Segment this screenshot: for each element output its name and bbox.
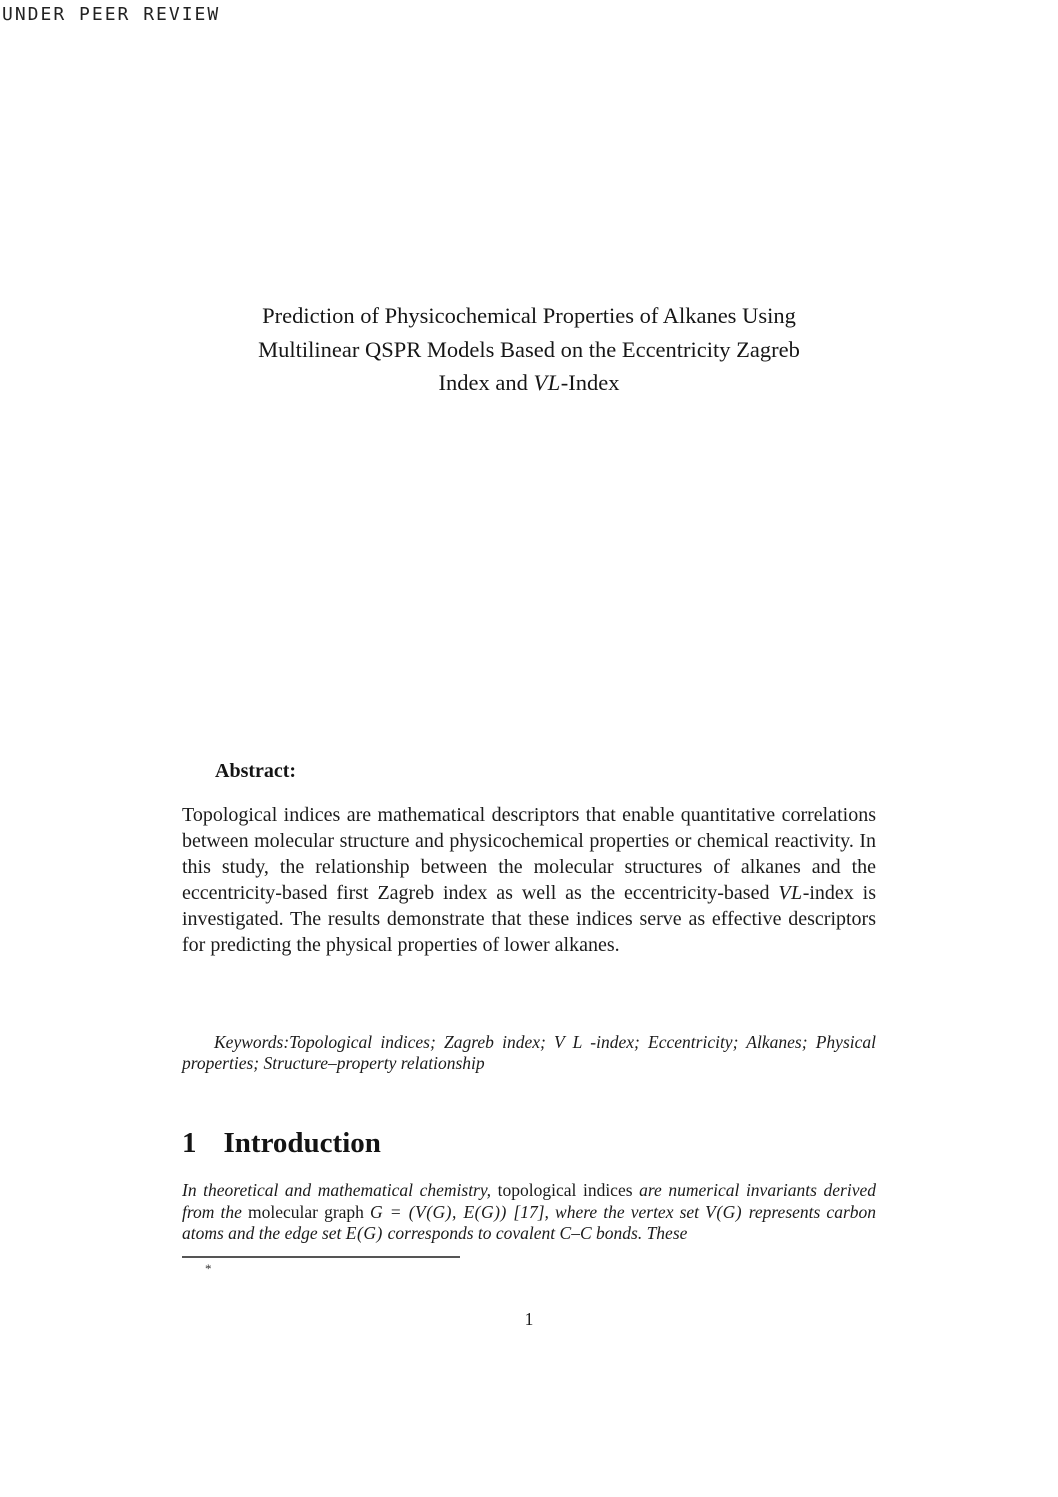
title-vl-math: VL (533, 370, 561, 395)
abstract-paragraph (182, 803, 876, 958)
footnote-divider (182, 1256, 460, 1258)
keywords-line: Keywords:Topological indices; Zagreb index; V L -index; Eccentricity; Alkanes; Physical properties; Structure–property relationship (182, 1032, 876, 1074)
peer-review-watermark: UNDER PEER REVIEW (2, 4, 221, 25)
abstract-text: Topological indices are mathematical descriptors that enable quantitative correlations between molecular structure and physicochemical properties or chemical reactivity. In this study, the relationship between the molecular structures of alkanes and the eccentricity-based first Zagreb index as well as the eccentricity-based (182, 804, 876, 904)
title-line-3-text: Index and (438, 370, 534, 395)
intro-segment: are numerical invariants derived from the (182, 1180, 876, 1222)
intro-math-vertex-set: V(G) (705, 1201, 749, 1222)
abstract-vl-math: VL (778, 881, 803, 904)
section-number: 1 (182, 1127, 197, 1159)
footnote-asterisk: * (205, 1261, 212, 1276)
intro-segment: [17], where the vertex set (513, 1201, 706, 1222)
title-line-2: Multilinear QSPR Models Based on the Eccentricity Zagreb (258, 336, 800, 362)
intro-math-edge-set: E(G) (345, 1223, 388, 1244)
intro-segment: topological indices (497, 1180, 640, 1200)
section-heading-introduction (182, 1127, 381, 1160)
title-line-3-suffix: -Index (560, 370, 620, 395)
intro-segment: represents carbon atoms and the edge set (182, 1201, 877, 1244)
intro-math-graph: G = (V(G), E(G)) (370, 1201, 514, 1222)
intro-paragraph (182, 1180, 876, 1245)
paper-title (179, 299, 879, 400)
intro-segment: corresponds to covalent C–C bonds. These (387, 1223, 688, 1244)
intro-segment: In theoretical and mathematical chemistry, (182, 1180, 498, 1200)
page-number: 1 (524, 1309, 534, 1329)
title-line-1: Prediction of Physicochemical Properties of Alkanes Using (262, 303, 796, 328)
title-line-3 (179, 366, 879, 400)
section-title: Introduction (223, 1127, 381, 1159)
abstract-heading: Abstract: (215, 760, 297, 782)
abstract-text-continued: -index is investigated. The results demonstrate that these indices serve as effective descriptors for predicting the physical properties of lower alkanes. (182, 881, 877, 956)
intro-segment: molecular graph (248, 1201, 371, 1222)
